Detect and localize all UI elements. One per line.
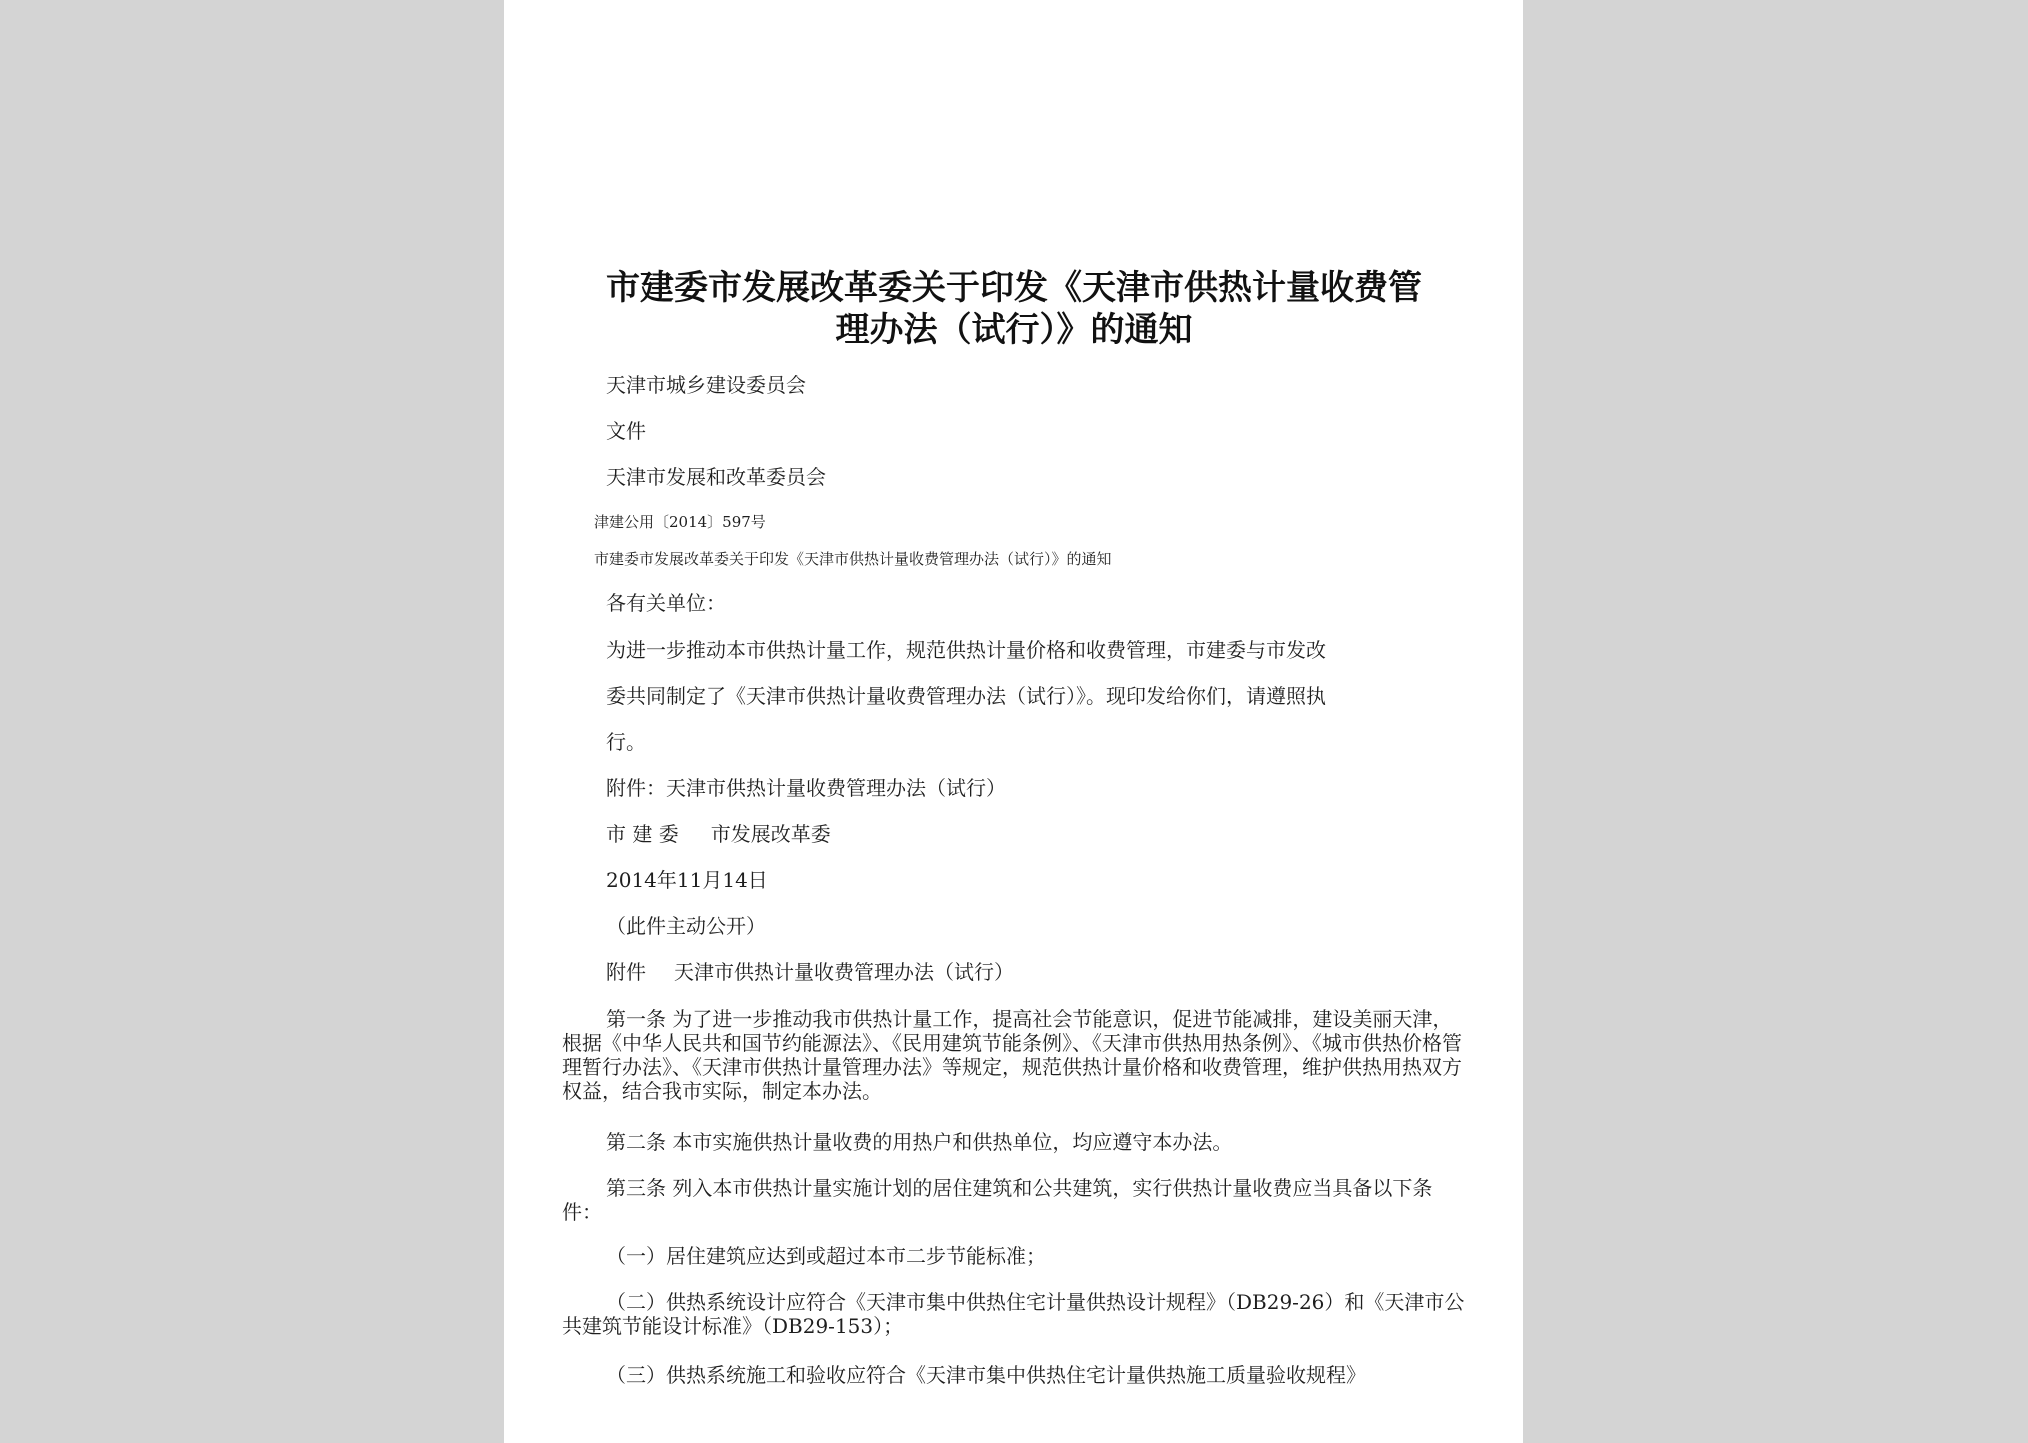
article-3: 第三条 列入本市供热计量实施计划的居住建筑和公共建筑，实行供热计量收费应当具备以下条件： bbox=[562, 1176, 1433, 1224]
attachment-title: 天津市供热计量收费管理办法（试行） bbox=[674, 960, 1014, 984]
disclosure-note: （此件主动公开） bbox=[606, 914, 766, 938]
document-title-line2: 理办法（试行）》的通知 bbox=[835, 310, 1193, 350]
issuer-line: 文件 bbox=[606, 419, 646, 443]
signer-development-reform-commission: 市发展改革委 bbox=[710, 822, 831, 846]
signature-block bbox=[606, 822, 831, 846]
issuer-line: 天津市城乡建设委员会 bbox=[606, 373, 806, 397]
document-number: 津建公用〔2014〕597号 bbox=[594, 513, 766, 531]
document-title-line1: 市建委市发展改革委关于印发《天津市供热计量收费管 bbox=[606, 268, 1422, 308]
body-line: 委共同制定了《天津市供热计量收费管理办法（试行）》。现印发给你们，请遵照执 bbox=[606, 684, 1326, 708]
document-page bbox=[504, 0, 1523, 1443]
document-subtitle: 市建委市发展改革委关于印发《天津市供热计量收费管理办法（试行）》的通知 bbox=[594, 550, 1112, 568]
condition-3: （三）供热系统施工和验收应符合《天津市集中供热住宅计量供热施工质量验收规程》 bbox=[606, 1363, 1366, 1387]
issue-date: 2014年11月14日 bbox=[606, 868, 768, 892]
body-line: 为进一步推动本市供热计量工作，规范供热计量价格和收费管理，市建委与市发改 bbox=[606, 638, 1326, 662]
article-1: 第一条 为了进一步推动我市供热计量工作，提高社会节能意识，促进节能减排，建设美丽天津，根据《中华人民共和国节约能源法》、《民用建筑节能条例》、《天津市供热用热条例》、《城市供热价格管理暂行办法》、《天津市供热计量管理办法》等规定，规范供热计量价格和收费管理，维护供热用热双方权益，结合我市实际，制定本办法。 bbox=[562, 1007, 1462, 1103]
signer-city-construction-commission: 市 建 委 bbox=[606, 822, 679, 846]
body-line: 行。 bbox=[606, 730, 646, 754]
condition-1: （一）居住建筑应达到或超过本市二步节能标准； bbox=[606, 1244, 1046, 1268]
issuer-line: 天津市发展和改革委员会 bbox=[606, 465, 826, 489]
attachment-heading bbox=[606, 960, 1014, 984]
attachment-note: 附件：天津市供热计量收费管理办法（试行） bbox=[606, 776, 1006, 800]
attachment-label: 附件 bbox=[606, 960, 646, 984]
condition-2: （二）供热系统设计应符合《天津市集中供热住宅计量供热设计规程》（DB29-26）和《天津市公共建筑节能设计标准》（DB29-153）； bbox=[562, 1290, 1465, 1338]
article-2: 第二条 本市实施供热计量收费的用热户和供热单位，均应遵守本办法。 bbox=[606, 1130, 1233, 1154]
salutation: 各有关单位： bbox=[606, 591, 726, 615]
